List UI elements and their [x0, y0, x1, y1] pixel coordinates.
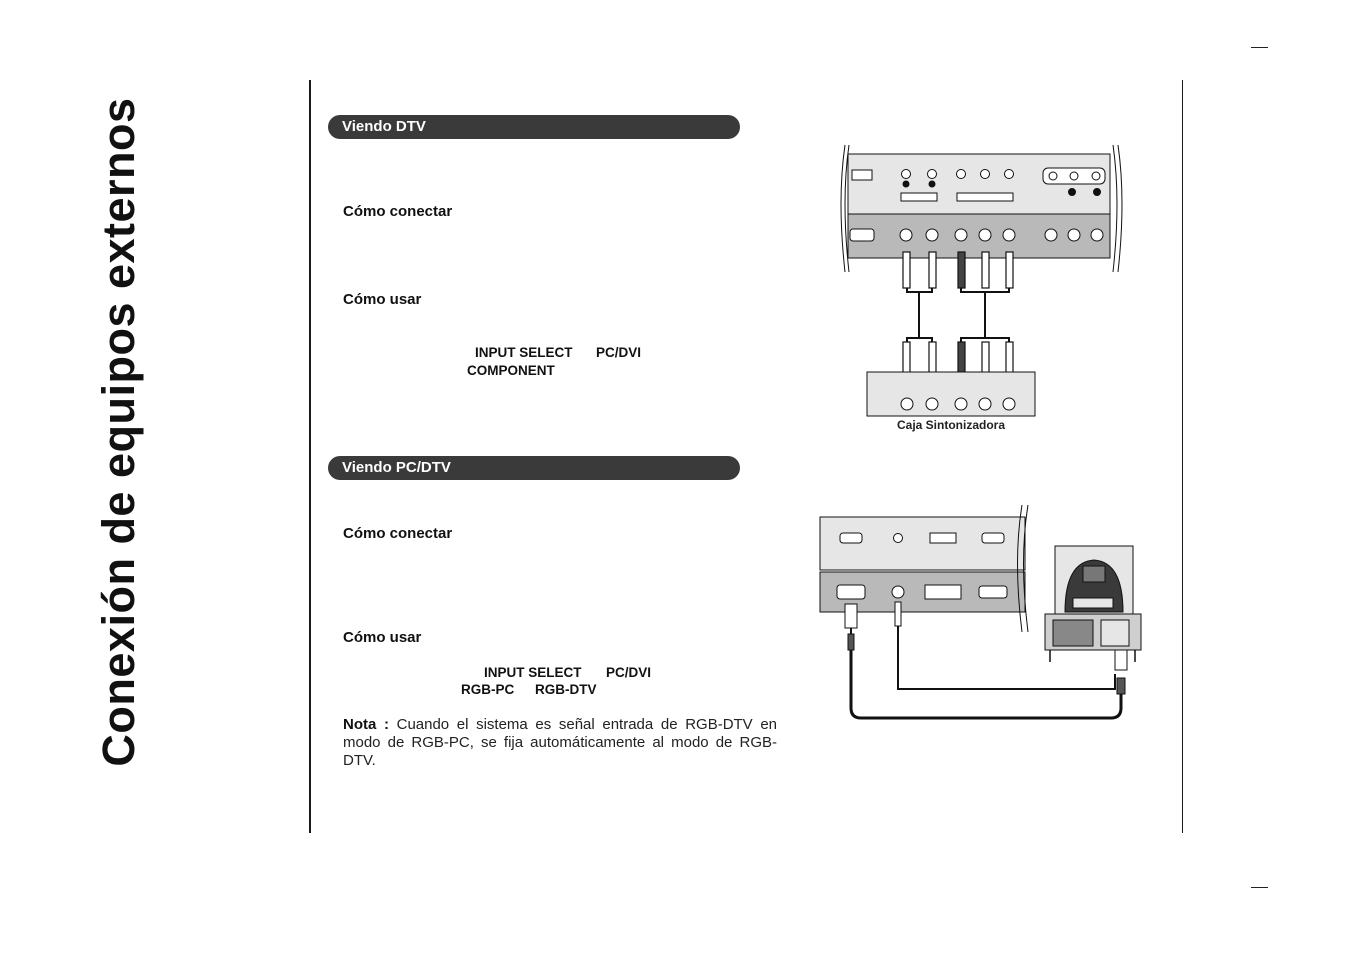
- dtv-connection-diagram: [835, 140, 1135, 440]
- right-rule: [1182, 80, 1183, 833]
- how-use-heading-pc-dtv: Cómo usar: [343, 629, 422, 646]
- rgb-pc-keyword: RGB-PC: [461, 682, 515, 697]
- pc-dtv-connection-diagram: [815, 500, 1145, 730]
- note-text: Cuando el sistema es señal entrada de RGB-DTV en modo de RGB-PC, se fija automáticamente al modo de RGB-DTV.: [343, 716, 778, 769]
- section-heading-dtv: Viendo DTV: [328, 115, 740, 139]
- tuner-box: [867, 372, 1035, 416]
- rca-cables: [903, 252, 1013, 378]
- crop-mark-top: [1251, 47, 1268, 48]
- pc-dvi-keyword-pc-dtv: PC/DVI: [606, 665, 652, 680]
- pc-dvi-keyword-dtv: PC/DVI: [596, 345, 642, 360]
- rgb-dtv-keyword: RGB-DTV: [535, 682, 597, 697]
- note-label: Nota :: [343, 716, 389, 733]
- section-heading-pc-dtv: Viendo PC/DTV: [328, 456, 740, 480]
- note-paragraph: [343, 716, 777, 770]
- component-keyword: COMPONENT: [467, 363, 555, 378]
- left-rule: [309, 80, 311, 833]
- pc-monitor: [1045, 546, 1141, 662]
- input-select-keyword-dtv: INPUT SELECT: [475, 345, 573, 360]
- input-select-keyword-pc-dtv: INPUT SELECT: [484, 665, 582, 680]
- how-use-heading-dtv: Cómo usar: [343, 291, 422, 308]
- tuner-box-caption: Caja Sintonizadora: [896, 418, 1006, 432]
- crop-mark-bottom: [1251, 887, 1268, 888]
- page-title: Conexión de equipos externos: [93, 97, 144, 767]
- how-connect-heading-dtv: Cómo conectar: [343, 203, 453, 220]
- how-connect-heading-pc-dtv: Cómo conectar: [343, 525, 453, 542]
